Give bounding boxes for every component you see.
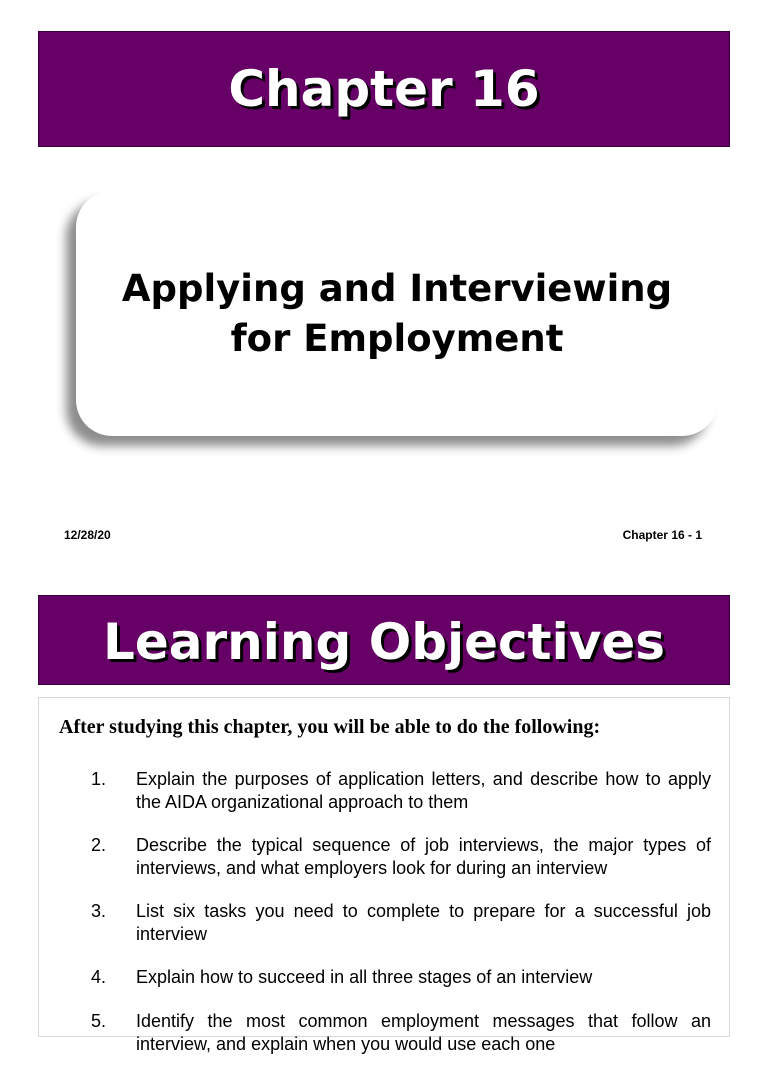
subtitle-line-1: Applying and Interviewing bbox=[121, 266, 673, 310]
chapter-subtitle-box bbox=[76, 191, 718, 436]
objectives-heading: Learning Objectives bbox=[103, 613, 665, 671]
objective-item bbox=[39, 834, 729, 880]
objective-text: List six tasks you need to complete to prepare for a successful job interview bbox=[136, 901, 711, 944]
objective-number: 5. bbox=[91, 1011, 107, 1031]
objective-item bbox=[39, 768, 729, 814]
objective-text: Describe the typical sequence of job interviews, the major types of interviews, and what employers look for during an interview bbox=[136, 835, 711, 878]
objective-item bbox=[39, 1010, 729, 1056]
objective-number: 4. bbox=[91, 967, 107, 987]
objectives-content bbox=[38, 697, 730, 1054]
chapter-banner bbox=[38, 31, 730, 147]
objective-text: Identify the most common employment messages that follow an interview, and explain when you would use each one bbox=[136, 1011, 711, 1054]
objective-item bbox=[39, 966, 729, 990]
objective-number: 3. bbox=[91, 901, 107, 921]
objective-number: 2. bbox=[91, 835, 107, 855]
objective-text: Explain the purposes of application letters, and describe how to apply the AIDA organizational approach to them bbox=[136, 769, 711, 812]
objectives-list bbox=[39, 768, 729, 1076]
slide-date: 12/28/20 bbox=[64, 528, 111, 542]
slide-page-number: Chapter 16 - 1 bbox=[622, 528, 702, 542]
subtitle-line-2: for Employment bbox=[230, 316, 564, 360]
objective-number: 1. bbox=[91, 769, 107, 789]
objectives-intro: After studying this chapter, you will be able to do the following: bbox=[59, 716, 601, 738]
chapter-title: Chapter 16 bbox=[228, 60, 540, 118]
objective-item bbox=[39, 900, 729, 946]
objectives-banner bbox=[38, 595, 730, 685]
objective-text: Explain how to succeed in all three stages of an interview bbox=[136, 967, 593, 987]
